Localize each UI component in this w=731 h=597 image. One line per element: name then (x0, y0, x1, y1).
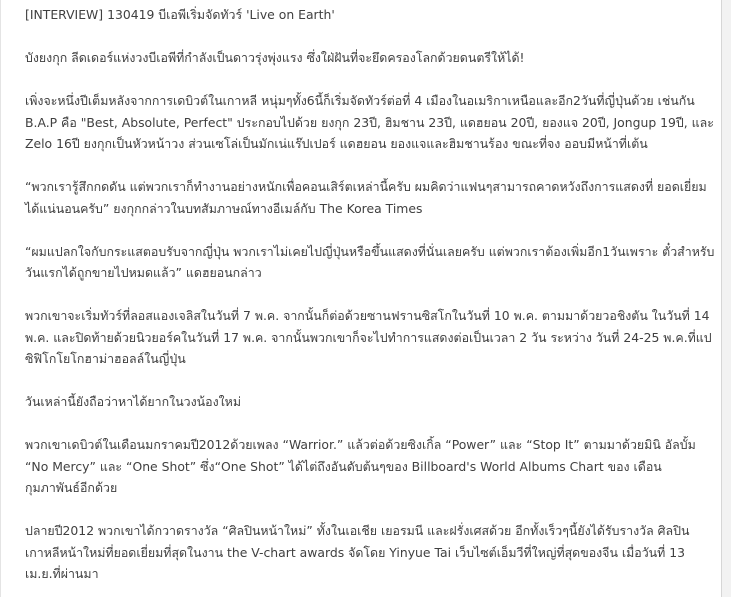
paragraph-rookie-note: วันเหล่านี้ยังถือว่าหาได้ยากในวงน้องใหม่ (25, 394, 242, 409)
scrollbar-track[interactable] (722, 0, 731, 597)
paragraph-tour-dates: พวกเขาจะเริ่มทัวร์ที่ลอสแองเจลิสในวันที่ 7 พ.ค. จากนั้นก็ต่อด้วยซานฟรานซิสโกในวันที่ 10 พ.ค. ตามมาด้วยวอชิงตัน ในวันที่ 14 พ.ค. และปิดท้ายด้วยนิวยอร์คในวันที่ 17 พ.ค. จากนั้นพวกเขาก็จะไปทำการแสดงต่อเป็นเวลา 2 วัน ระหว่าง วันที่ 24-25 พ.ค.ที่แปซิฟิโกโยโกฮาม่าฮอลล์ในญี่ปุ่น (25, 308, 712, 366)
article-title: [INTERVIEW] 130419 บีเอพีเริ่มจัดทัวร์ 'Live on Earth' (25, 7, 335, 22)
paragraph-members: เพิ่งจะหนึ่งปีเต็มหลังจากการเดบิวต์ในเกาหลี หนุ่มๆทั้ง6นี้ก็เริ่มจัดทัวร์ต่อที่ 4 เมืองในอเมริกาเหนือและอีก2วันที่ญี่ปุ่นด้วย เช่นกัน B.A.P คือ "Best, Absolute, Perfect" ประกอบไปด้วย ยงกุก 23ปี, ฮิมชาน 23ปี, แดฮยอน 20ปี, ยองแจ 20ปี, Jongup 19ปี, และ Zelo 16ปี ยงกุกเป็นหัวหน้าวง ส่วนเซโล่เป็นมักเน่แร๊ปเปอร์ แดฮยอน ยองแจและฮิมชานร้อง ขณะที่จง ออบมีหน้าที่เต้น (25, 93, 714, 151)
article-body (25, 4, 715, 597)
paragraph-debut-history: พวกเขาเดบิวต์ในเดือนมกราคมปี2012ด้วยเพลง “Warrior.” แล้วต่อด้วยซิงเกิ้ล “Power” และ “Stop It” ตามมาด้วยมินิ อัลบั้ม “No Mercy” และ “One Shot” ซึ่ง“One Shot” ได้ไต่ถึงอันดับต้นๆของ Billboard's World Albums Chart ของ เดือนกุมภาพันธ์อีกด้วย (25, 437, 696, 495)
paragraph-intro: บังยงกุก ลีดเดอร์แห่งวงบีเอพีที่กำลังเป็นดาวรุ่งพุ่งแรง ซึ่งใฝ่ฝันที่จะยึดครองโลกด้วยดนตรีให้ได้! (25, 50, 525, 65)
paragraph-daehyun-quote: “ผมแปลกใจกับกระแสตอบรับจากญี่ปุ่น พวกเราไม่เคยไปญี่ปุ่นหรือขึ้นแสดงที่นั่นเลยครับ แต่พวกเราต้องเพิ่มอีก1วันเพราะ ตั๋วสำหรับวันแรกได้ถูกขายไปหมดแล้ว” แดฮยอนกล่าว (25, 243, 715, 280)
paragraph-awards: ปลายปี2012 พวกเขาได้กวาดรางวัล “ศิลปินหน้าใหม่” ทั้งในเอเชีย เยอรมนี และฝรั่งเศสด้วย อีกทั้งเร็วๆนี้ยังได้รับรางวัล ศิลปินเกาหลีหน้าใหม่ที่ยอดเยี่ยมที่สุดในงาน the V-chart awards จัดโดย Yinyue Tai เว็บไซต์เอ็มวีที่ใหญ่ที่สุดของจีน เมื่อวันที่ 13 เม.ย.ที่ผ่านมา (25, 523, 690, 581)
paragraph-yongguk-quote: “พวกเรารู้สึกกดดัน แต่พวกเราก็ทำงานอย่างหนักเพื่อคอนเสิร์ตเหล่านี้ครับ ผมคิดว่าแฟนๆสามารถคาดหวังถึงการแสดงที่ ยอดเยี่ยมได้แน่นอนครับ” ยงกุกกล่าวในบทสัมภาษณ์ทางอีเมล์กับ The Korea Times (25, 179, 707, 216)
